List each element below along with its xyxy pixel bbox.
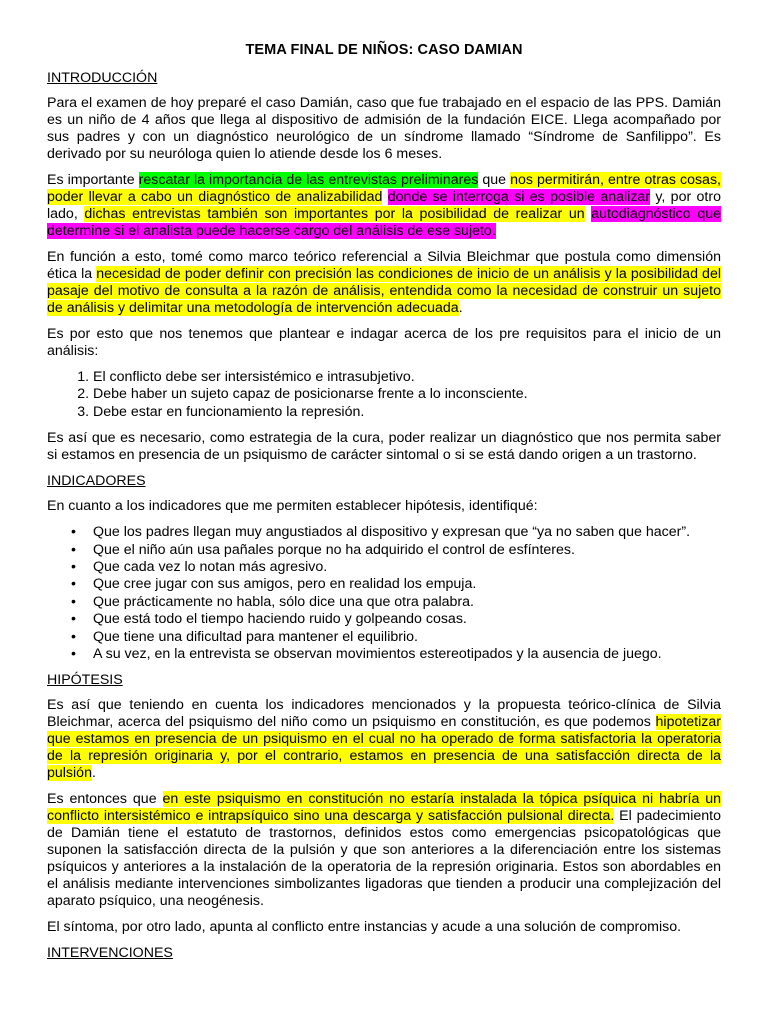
list-item: 2. Debe haber un sujeto capaz de posicionarse frente a lo inconsciente. — [93, 386, 721, 403]
list-item-text: Que tiene una dificultad para mantener el equilibrio. — [93, 628, 418, 645]
bullet-icon: • — [71, 646, 76, 663]
bullet-icon: • — [71, 628, 76, 645]
hipotesis-paragraph-2 — [47, 791, 721, 910]
list-item-text: A su vez, en la entrevista se observan movimientos estereotipados y la ausencia de juego. — [93, 646, 662, 663]
intro-paragraph-5: Es así que es necesario, como estrategia de la cura, poder realizar un diagnóstico que nos permita saber si estamos en presencia de un psiquismo de carácter sintomal o si se está dando origen a un trastorno. — [47, 430, 721, 464]
text-run: Es así que teniendo en cuenta los indicadores mencionados y la propuesta teórico-clínica de Silvia Bleichmar, acerca del psiquismo del niño como un psiquismo en constitución, es que podemos — [47, 697, 721, 731]
list-item-text: Que prácticamente no habla, sólo dice una que otra palabra. — [93, 593, 474, 610]
heading-intervenciones: INTERVENCIONES — [47, 945, 173, 962]
bullet-icon: • — [71, 576, 76, 593]
bullet-icon: • — [71, 593, 76, 610]
list-item-text: Que el niño aún usa pañales porque no ha adquirido el control de esfínteres. — [93, 541, 575, 558]
list-item: 3. Debe estar en funcionamiento la represión. — [93, 404, 721, 421]
highlight-yellow: nos permitirán, entre otras cosas, poder llevar a cabo un diagnóstico de analizabilidad — [47, 172, 721, 205]
text-run: El padecimiento de Damián tiene el estatuto de trastornos, definidos estos como emergencias psicopatológicas que suponen la satisfacción directa de la pulsión y que son anteriores a la diferenciación entre los sistemas psíquicos y anteriores a la instalación de la operatoria de la represión originaria. Estos son abordables en el análisis mediante intervenciones simbolizantes ligadoras que tienden a producir una complejización del aparato psíquico, una neogénesis. — [47, 808, 721, 910]
hipotesis-paragraph-1 — [47, 697, 721, 782]
indicadores-paragraph-1: En cuanto a los indicadores que me permiten establecer hipótesis, identifiqué: — [47, 498, 538, 515]
text-run: Es entonces que — [47, 791, 163, 808]
text-run: y, por otro lado, — [47, 189, 721, 222]
intro-paragraph-3 — [47, 249, 721, 317]
prerequisites-list — [47, 369, 721, 421]
list-item-text: Que los padres llegan muy angustiados al dispositivo y expresan que “ya no saben que hacer”. — [93, 524, 691, 541]
intro-paragraph-2 — [47, 172, 721, 240]
text-run: En función a esto, tomé como marco teórico referencial a Silvia Bleichmar que postula como dimensión ética la — [47, 249, 721, 282]
intro-paragraph-4: Es por esto que nos tenemos que plantear e indagar acerca de los pre requisitos para el inicio de un análisis: — [47, 326, 721, 359]
heading-hipotesis: HIPÓTESIS — [47, 672, 123, 689]
bullet-icon: • — [71, 611, 76, 628]
bullet-icon: • — [71, 524, 76, 541]
highlight-green: rescatar la importancia de las entrevistas preliminares — [138, 172, 479, 188]
list-item-text: Que cree jugar con sus amigos, pero en realidad los empuja. — [93, 576, 477, 593]
list-item-text: Que está todo el tiempo haciendo ruido y golpeando cosas. — [93, 611, 467, 628]
list-item — [71, 628, 721, 646]
text-run: Es importante — [47, 172, 139, 188]
list-item — [71, 541, 721, 559]
text-run — [382, 189, 387, 205]
highlight-yellow: en este psiquismo en constitución no estaría instalada la tópica psíquica ni habría un conflicto intersistémico e intrapsíquico sino una descarga y satisfacción pulsional directa. — [47, 791, 722, 825]
highlight-yellow: hipotetizar que estamos en presencia de un psiquismo en el cual no ha operado de forma satisfactoria la operatoria de la represión originaria y, por el contrario, estamos en presencia de una satisfacción directa de la pulsión — [47, 714, 721, 782]
highlight-yellow: necesidad de poder definir con precisión las condiciones de inicio de un análisis y la posibilidad del pasaje del motivo de consulta a la razón de análisis, entendida como la necesidad de construir un sujeto de análisis y delimitar una metodología de intervención adecuada — [47, 266, 721, 316]
highlight-magenta: donde se interroga si es posible analizar — [387, 189, 651, 205]
hipotesis-paragraph-3: El síntoma, por otro lado, apunta al conflicto entre instancias y acude a una solución de compromiso. — [47, 919, 682, 936]
list-item-text: Que cada vez lo notan más agresivo. — [93, 559, 328, 576]
indicators-list — [47, 524, 721, 663]
highlight-magenta: autodiagnóstico que determine si el analista puede hacerse cargo del análisis de ese sujeto. — [47, 206, 721, 239]
bullet-icon: • — [71, 541, 76, 558]
list-item — [71, 611, 721, 628]
text-run: . — [91, 765, 96, 782]
highlight-yellow: dichas entrevistas también son importantes por la posibilidad de realizar un — [84, 206, 585, 222]
document-title: TEMA FINAL DE NIÑOS: CASO DAMIAN — [245, 42, 523, 58]
list-item: 1. El conflicto debe ser intersistémico e intrasubjetivo. — [93, 369, 721, 386]
intro-paragraph-1: Para el examen de hoy preparé el caso Damián, caso que fue trabajado en el espacio de las PPS. Damián es un niño de 4 años que llega al dispositivo de admisión de la fundación EICE. Llega acompañado por sus padres y con un diagnóstico neurológico de un síndrome llamado “Síndrome de Sanfilippo”. Es derivado por su neuróloga quien lo atiende desde los 6 meses. — [47, 95, 721, 162]
list-item — [71, 593, 721, 611]
text-run: que — [478, 172, 511, 188]
heading-introduccion: INTRODUCCIÓN — [47, 70, 158, 86]
list-item — [71, 524, 721, 541]
text-run: . — [458, 300, 463, 316]
list-item — [71, 576, 721, 593]
heading-indicadores: INDICADORES — [47, 473, 146, 490]
list-item — [71, 646, 721, 663]
bullet-icon: • — [71, 559, 76, 576]
list-item — [71, 559, 721, 576]
